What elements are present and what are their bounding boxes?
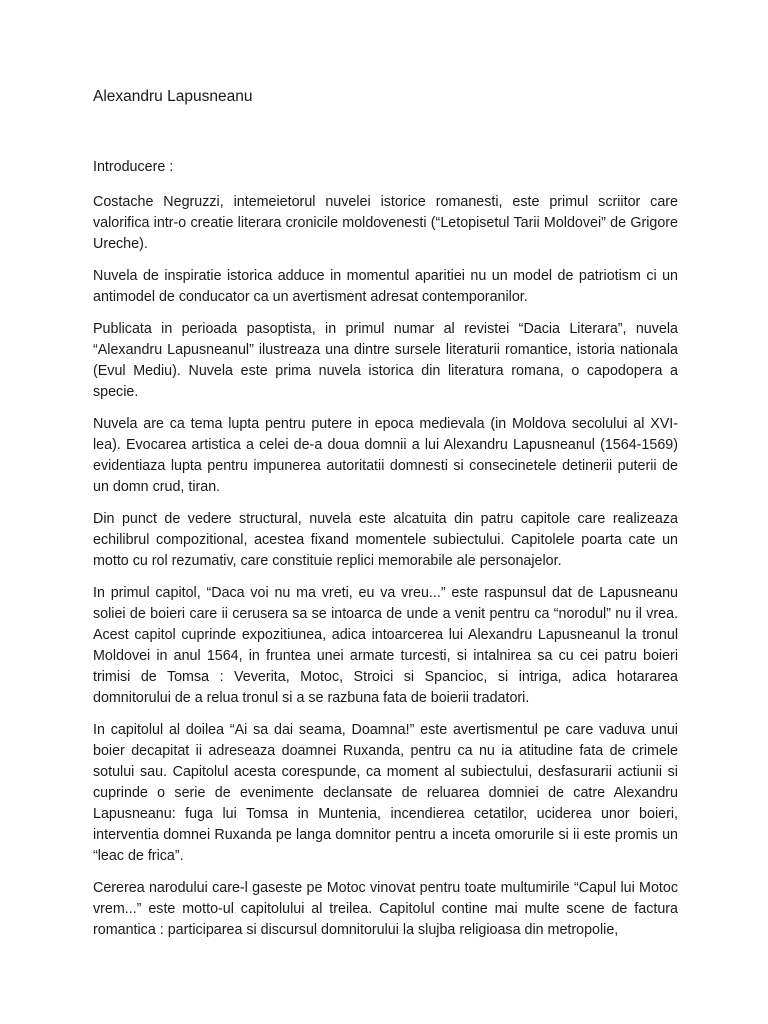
paragraph: In capitolul al doilea “Ai sa dai seama, Doamna!” este avertismentul pe care vaduva unui boier decapitat ii adreseaza doamnei Ruxanda, pentru ca nu ia atitudine fata de crimele sotului sau. Capitolul acesta corespunde, ca moment al subiectului, desfasurarii actiunii si cuprinde o serie de evenimente declansate de reluarea domniei de catre Alexandru Lapusneanu: fuga lui Tomsa in Muntenia, incendierea cetatilor, uciderea unor boieri, interventia domnei Ruxanda pe langa domnitor pentru a inceta omorurile si ii este promis un “leac de frica”.	[93, 722, 678, 864]
paragraph: In primul capitol, “Daca voi nu ma vreti, eu va vreu...” este raspunsul dat de Lapusneanu soliei de boieri care ii cerusera sa se intoarca de unde a venit pentru ca “norodul” nu il vrea. Acest capitol cuprinde expozitiunea, adica intoarcerea lui Alexandru Lapusneanul la tronul Moldovei in anul 1564, in fruntea unei armate turcesti, si intalnirea sa cu cei patru boieri trimisi de Tomsa : Veverita, Motoc, Stroici si Spancioc, si intriga, adica hotararea domnitorului de a relua tronul si a se razbuna fata de boierii tradatori.	[93, 585, 678, 706]
paragraph: Publicata in perioada pasoptista, in primul numar al revistei “Dacia Literara”, nuvela “Alexandru Lapusneanul” ilustreaza una dintre sursele literaturii romantice, istoria nationala (Evul Mediu). Nuvela este prima nuvela istorica din literatura romana, o capodopera a specie.	[93, 321, 678, 400]
paragraph: Nuvela are ca tema lupta pentru putere in epoca medievala (in Moldova secolului al XVI-lea). Evocarea artistica a celei de-a doua domnii a lui Alexandru Lapusneanul (1564-1569) evidentiaza lupta pentru impunerea autoritatii domnesti si consecinetele detinerii puterii de un domn crud, tiran.	[93, 416, 678, 495]
paragraph: Costache Negruzzi, intemeietorul nuvelei istorice romanesti, este primul scriitor care valorifica intr-o creatie literara cronicile moldovenesti (“Letopisetul Tarii Moldovei” de Grigore Ureche).	[93, 194, 678, 252]
paragraph: Din punct de vedere structural, nuvela este alcatuita din patru capitole care realizeaza echilibrul compozitional, acestea fixand momentele subiectului. Capitolele poarta cate un motto cu rol rezumativ, care constituie replici memorabile ale personajelor.	[93, 511, 678, 569]
document-title: Alexandru Lapusneanu	[93, 88, 253, 105]
paragraph: Nuvela de inspiratie istorica adduce in momentul aparitiei nu un model de patriotism ci un antimodel de conducator ca un avertisment adresat contemporanilor.	[93, 268, 678, 305]
section-heading: Introducere :	[93, 159, 174, 175]
paragraph: Cererea narodului care-l gaseste pe Motoc vinovat pentru toate multumirile “Capul lui Motoc vrem...” este motto-ul capitolului al treilea. Capitolul contine mai multe scene de factura romantica : participarea si discursul domnitorului la slujba religioasa din metropolie,	[93, 880, 678, 938]
document-body	[93, 86, 678, 952]
